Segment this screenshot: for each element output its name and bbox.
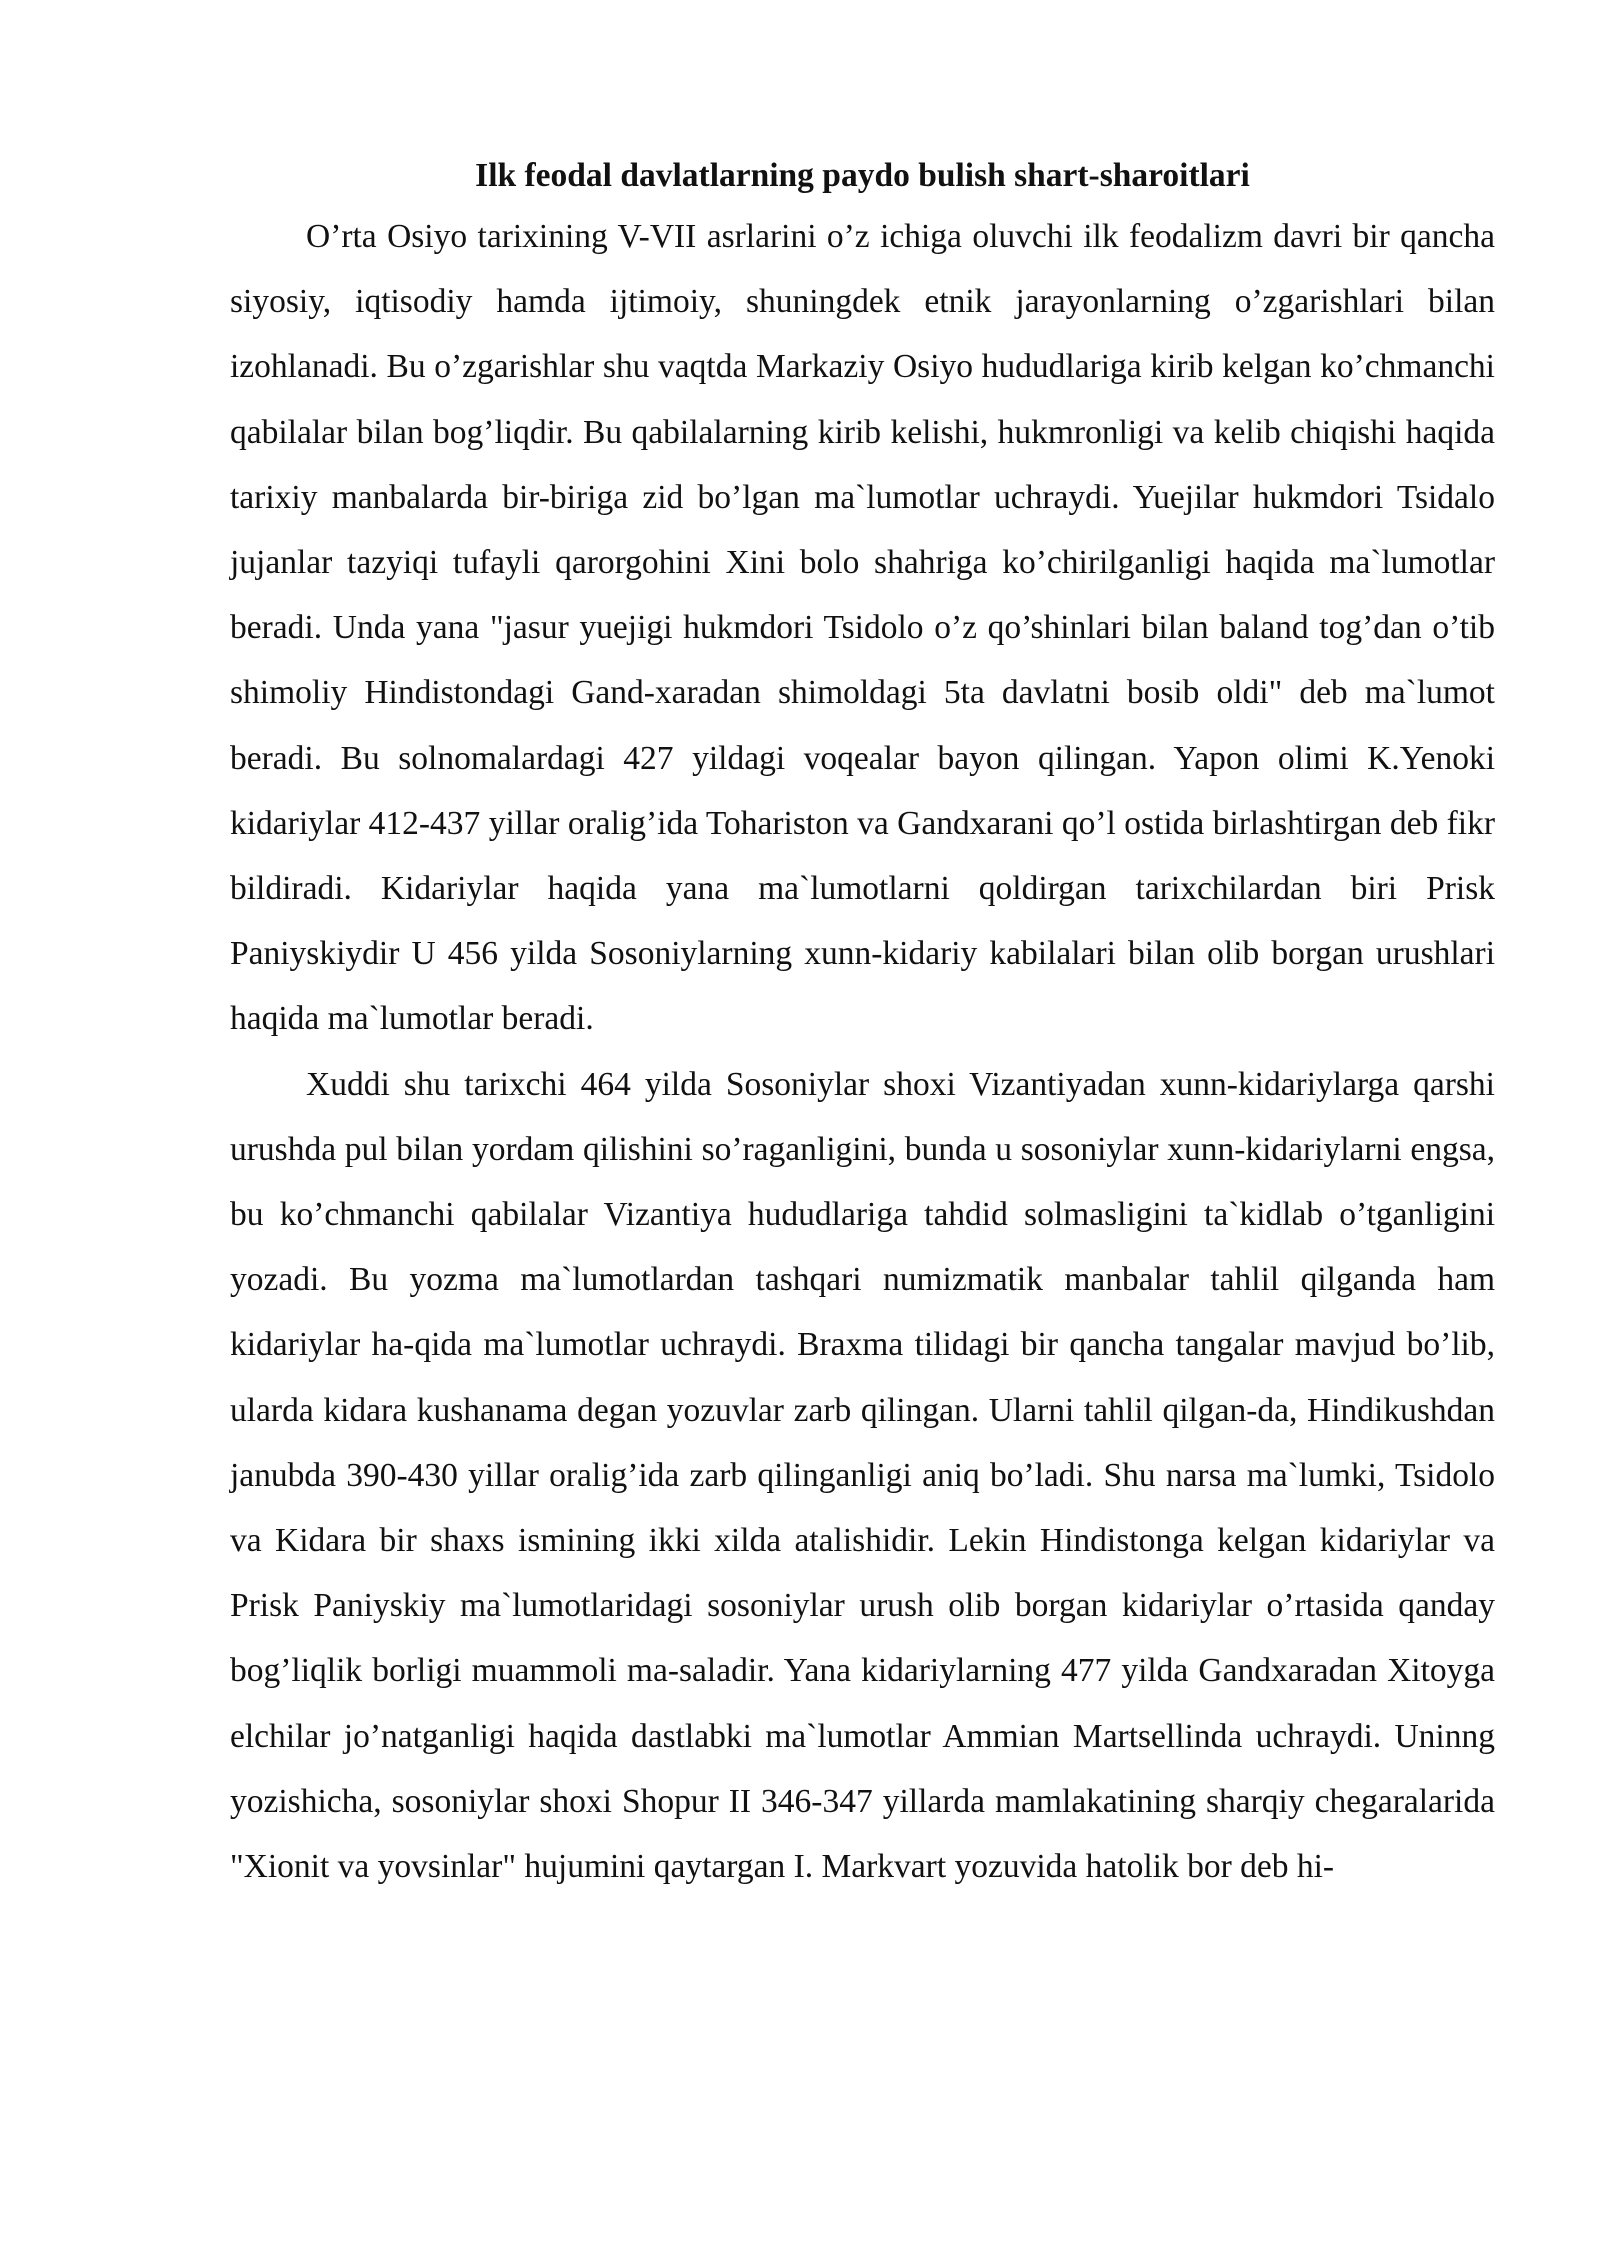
document-body xyxy=(230,150,1495,1899)
paragraph-1: O’rta Osiyo tarixining V-VII asrlarini o’z ichiga oluvchi ilk feodalizm davri bir qancha siyosiy, iqtisodiy hamda ijtimoiy, shuningdek etnik jarayonlarning o’zgarishlari bilan izohlanadi. Bu o’zgarishlar shu vaqtda Markaziy Osiyo hududlariga kirib kelgan ko’chmanchi qabilalar bilan bog’liqdir. Bu qabilalarning kirib kelishi, hukmronligi va kelib chiqishi haqida tarixiy manbalarda bir-biriga zid bo’lgan ma`lumotlar uchraydi. Yuejilar hukmdori Tsidalo jujanlar tazyiqi tufayli qarorgohini Xini bolo shahriga ko’chirilganligi haqida ma`lumotlar beradi. Unda yana "jasur yuejigi hukmdori Tsidolo o’z qo’shinlari bilan baland tog’dan o’tib shimoliy Hindistondagi Gand-xaradan shimoldagi 5ta davlatni bosib oldi" deb ma`lumot beradi. Bu solnomalardagi 427 yildagi voqealar bayon qilingan. Yapon olimi K.Yenoki kidariylar 412-437 yillar oralig’ida Tohariston va Gandxarani qo’l ostida birlashtirgan deb fikr bildiradi. Kidariylar haqida yana ma`lumotlarni qoldirgan tarixchilardan biri Prisk Paniyskiydir U 456 yilda Sosoniylarning xunn-kidariy kabilalari bilan olib borgan urushlari haqida ma`lumotlar beradi. xyxy=(230,218,1495,1038)
paragraph-2: Xuddi shu tarixchi 464 yilda Sosoniylar shoxi Vizantiyadan xunn-kidariylarga qarshi urushda pul bilan yordam qilishini so’raganligini, bunda u sosoniylar xunn-kidariylarni engsa, bu ko’chmanchi qabilalar Vizantiya hududlariga tahdid solmasligini ta`kidlab o’tganligini yozadi. Bu yozma ma`lumotlardan tashqari numizmatik manbalar tahlil qilganda ham kidariylar ha-qida ma`lumotlar uchraydi. Braxma tilidagi bir qancha tangalar mavjud bo’lib, ularda kidara kushanama degan yozuvlar zarb qilingan. Ularni tahlil qilgan-da, Hindikushdan janubda 390-430 yillar oralig’ida zarb qilinganligi aniq bo’ladi. Shu narsa ma`lumki, Tsidolo va Kidara bir shaxs ismining ikki xilda atalishidir. Lekin Hindistonga kelgan kidariylar va Prisk Paniyskiy ma`lumotlaridagi sosoniylar urush olib borgan kidariylar o’rtasida qanday bog’liqlik borligi muammoli ma-saladir. Yana kidariylarning 477 yilda Gandxaradan Xitoyga elchilar jo’natganligi haqida dastlabki ma`lumotlar Ammian Martsellinda uchraydi. Uninng yozishicha, sosoniylar shoxi Shopur II 346-347 yillarda mamlakatining sharqiy chegaralarida "Xionit va yovsinlar" hujumini qaytargan I. Markvart yozuvida hatolik bor deb hi- xyxy=(230,1065,1495,1886)
document-title: Ilk feodal davlatlarning paydo bulish shart-sharoitlari xyxy=(475,157,1250,194)
